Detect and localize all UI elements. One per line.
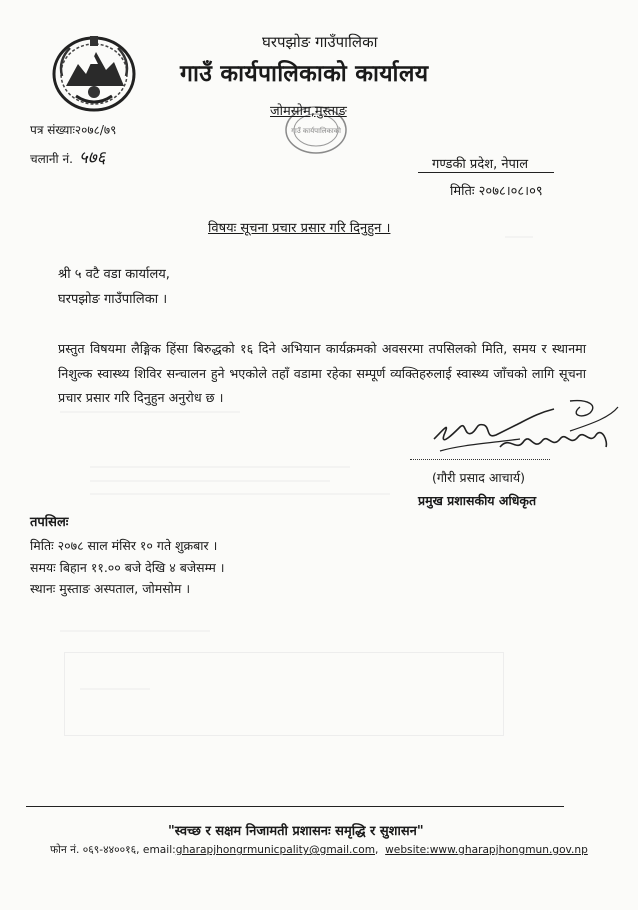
letter-number-value: २०७८/७९ xyxy=(74,123,117,137)
letter-body: प्रस्तुत विषयमा लैङ्गिक हिंसा बिरुद्धको १६ दिने अभियान कार्यक्रमको अवसरमा तपसिलको मिति, समय र स्थानमा निशुल्क स्वास्थ्य शिविर सन्चालन हुने भएकोले तहाँ वडामा रहेका सम्पूर्ण व्यक्तिहरुलाई स्वास्थ्य जाँचको लागि सूचना प्रचार प्रसार गरि दिनुहुन अनुरोध छ । xyxy=(58,341,586,405)
dispatch-number xyxy=(30,145,105,168)
signatory-name: (गौरी प्रसाद आचार्य) xyxy=(432,470,525,485)
signature-line xyxy=(410,459,550,460)
letter-number-label: पत्र संख्याः xyxy=(30,123,75,137)
footer-phone: फोन नं. ०६९-४४००१६, xyxy=(50,844,140,856)
dispatch-number-value: ५७६ xyxy=(78,148,106,168)
header-divider xyxy=(418,172,554,173)
footer-divider xyxy=(26,806,564,807)
schedule-time: समयः बिहान ११.०० बजे देखि ४ बजेसम्म । xyxy=(30,560,225,575)
footer-motto: "स्वच्छ र सक्षम निजामती प्रशासनः समृद्धि र सुशासन" xyxy=(168,824,424,839)
letter-date: मितिः २०७८।०८।०९ xyxy=(450,184,543,199)
letter-subject: विषयः सूचना प्रचार प्रसार गरि दिनुहुन । xyxy=(208,221,391,236)
dispatch-number-label: चलानी नं. xyxy=(30,152,73,166)
signatory-post: प्रमुख प्रशासकीय अधिकृत xyxy=(418,493,537,508)
footer-email[interactable]: gharapjhongrmunicpality@gmail.com xyxy=(175,844,376,856)
schedule-date: मितिः २०७८ साल मंसिर १० गते शुक्रबार । xyxy=(30,538,218,553)
municipality-name: घरपझोङ गाउँपालिका xyxy=(262,33,378,51)
letter-number xyxy=(30,121,116,138)
footer-website[interactable]: www.gharapjhongmun.gov.np xyxy=(429,844,588,856)
schedule-heading: तपसिलः xyxy=(30,515,69,530)
footer-email-label: email: xyxy=(142,844,176,856)
footer-website-label: website: xyxy=(385,844,430,856)
schedule-place: स्थानः मुस्ताङ अस्पताल, जोमसोम । xyxy=(30,581,191,596)
province: गण्डकी प्रदेश, नेपाल xyxy=(432,157,529,172)
addressee-line-1: श्री ५ वटै वडा कार्यालय, xyxy=(58,267,170,282)
signature-icon xyxy=(420,395,620,467)
stamp-text: गाउँ कार्यपालिकाको xyxy=(291,127,341,135)
nepal-emblem-icon xyxy=(48,30,140,116)
office-location: जोमसोम,मुस्ताङ xyxy=(270,104,347,119)
office-title: गाउँ कार्यपालिकाको कार्यालय xyxy=(180,61,429,87)
addressee-line-2: घरपझोङ गाउँपालिका । xyxy=(58,292,168,307)
footer-contact: फोन नं. ०६९-४४००१६, email:gharapjhongrmunicpality@gmail.com, website:www.gharapjhongmun.gov.np xyxy=(50,844,588,856)
